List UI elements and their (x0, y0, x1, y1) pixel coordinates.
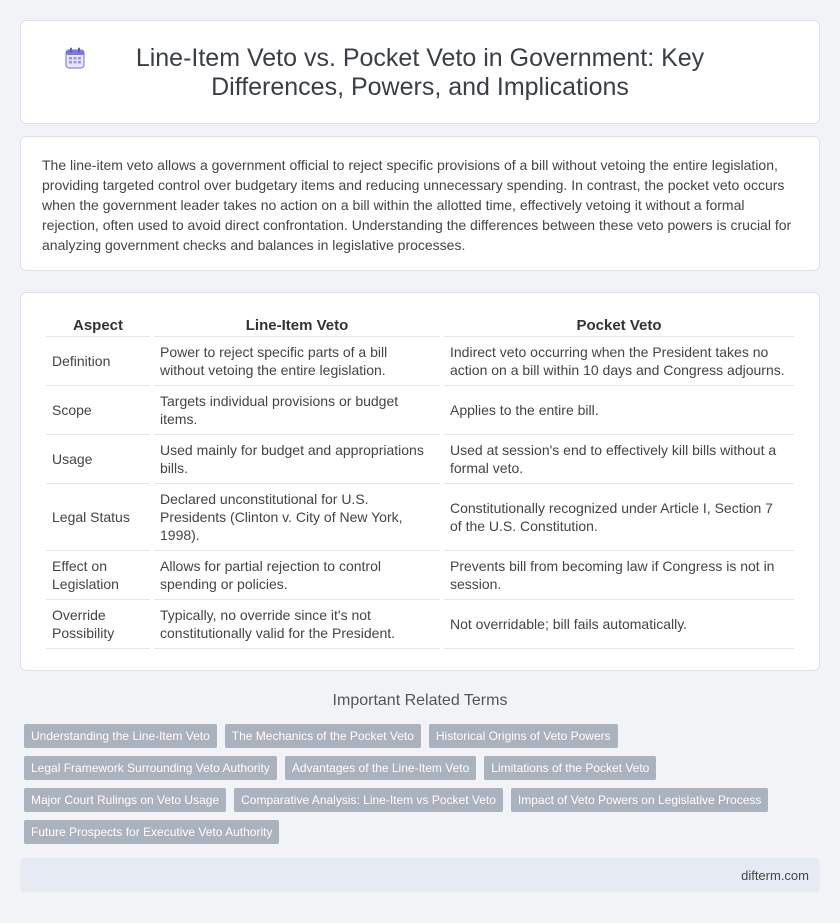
comparison-table-card (20, 292, 820, 671)
related-term-tag[interactable]: Understanding the Line-Item Veto (24, 724, 217, 748)
header-card (20, 20, 820, 124)
related-term-tag[interactable]: Legal Framework Surrounding Veto Authority (24, 756, 277, 780)
table-cell: Indirect veto occurring when the President takes no action on a bill within 10 days and Congress adjourns. (444, 337, 794, 386)
comparison-table (42, 313, 798, 649)
table-cell: Effect on Legislation (46, 551, 150, 600)
table-row (46, 337, 794, 386)
related-term-tag[interactable]: The Mechanics of the Pocket Veto (225, 724, 421, 748)
table-cell: Targets individual provisions or budget items. (154, 386, 440, 435)
table-row (46, 435, 794, 484)
related-term-tag[interactable]: Future Prospects for Executive Veto Authority (24, 820, 279, 844)
table-cell: Power to reject specific parts of a bill without vetoing the entire legislation. (154, 337, 440, 386)
table-cell: Scope (46, 386, 150, 435)
table-row (46, 551, 794, 600)
table-header-row (46, 313, 794, 337)
intro-paragraph: The line-item veto allows a government official to reject specific provisions of a bill without vetoing the entire legislation, providing targeted control over budgetary items and reducing unnecessary spending. In contrast, the pocket veto occurs when the government leader takes no action on a bill within the allotted time, effectively vetoing it without a formal rejection, often used to avoid direct confrontation. Understanding the differences between these veto powers is crucial for analyzing government checks and balances in legislative processes. (42, 157, 792, 253)
table-row (46, 484, 794, 551)
table-cell: Applies to the entire bill. (444, 386, 794, 435)
related-term-tag[interactable]: Advantages of the Line-Item Veto (285, 756, 476, 780)
table-cell: Override Possibility (46, 600, 150, 649)
related-term-tag[interactable]: Limitations of the Pocket Veto (484, 756, 656, 780)
column-header-aspect: Aspect (46, 313, 150, 337)
table-row (46, 386, 794, 435)
table-cell: Declared unconstitutional for U.S. Presidents (Clinton v. City of New York, 1998). (154, 484, 440, 551)
table-cell: Constitutionally recognized under Article I, Section 7 of the U.S. Constitution. (444, 484, 794, 551)
related-terms-list (24, 724, 804, 852)
footer (20, 858, 820, 892)
table-cell: Definition (46, 337, 150, 386)
table-row (46, 600, 794, 649)
table-cell: Allows for partial rejection to control spending or policies. (154, 551, 440, 600)
related-term-tag[interactable]: Comparative Analysis: Line-Item vs Pocket Veto (234, 788, 503, 812)
table-cell: Used mainly for budget and appropriations bills. (154, 435, 440, 484)
table-cell: Legal Status (46, 484, 150, 551)
related-term-tag[interactable]: Historical Origins of Veto Powers (429, 724, 618, 748)
table-cell: Usage (46, 435, 150, 484)
table-cell: Prevents bill from becoming law if Congress is not in session. (444, 551, 794, 600)
table-cell: Used at session's end to effectively kill bills without a formal veto. (444, 435, 794, 484)
table-cell: Not overridable; bill fails automatically. (444, 600, 794, 649)
related-term-tag[interactable]: Impact of Veto Powers on Legislative Process (511, 788, 768, 812)
table-cell: Typically, no override since it's not constitutionally valid for the President. (154, 600, 440, 649)
page-title: Line-Item Veto vs. Pocket Veto in Government: Key Differences, Powers, and Implications (135, 44, 705, 101)
intro-card (20, 136, 820, 271)
column-header-pocket-veto: Pocket Veto (444, 313, 794, 337)
related-term-tag[interactable]: Major Court Rulings on Veto Usage (24, 788, 226, 812)
column-header-line-item-veto: Line-Item Veto (154, 313, 440, 337)
related-terms-heading: Important Related Terms (332, 692, 508, 709)
footer-site-name[interactable]: difterm.com (741, 868, 809, 883)
